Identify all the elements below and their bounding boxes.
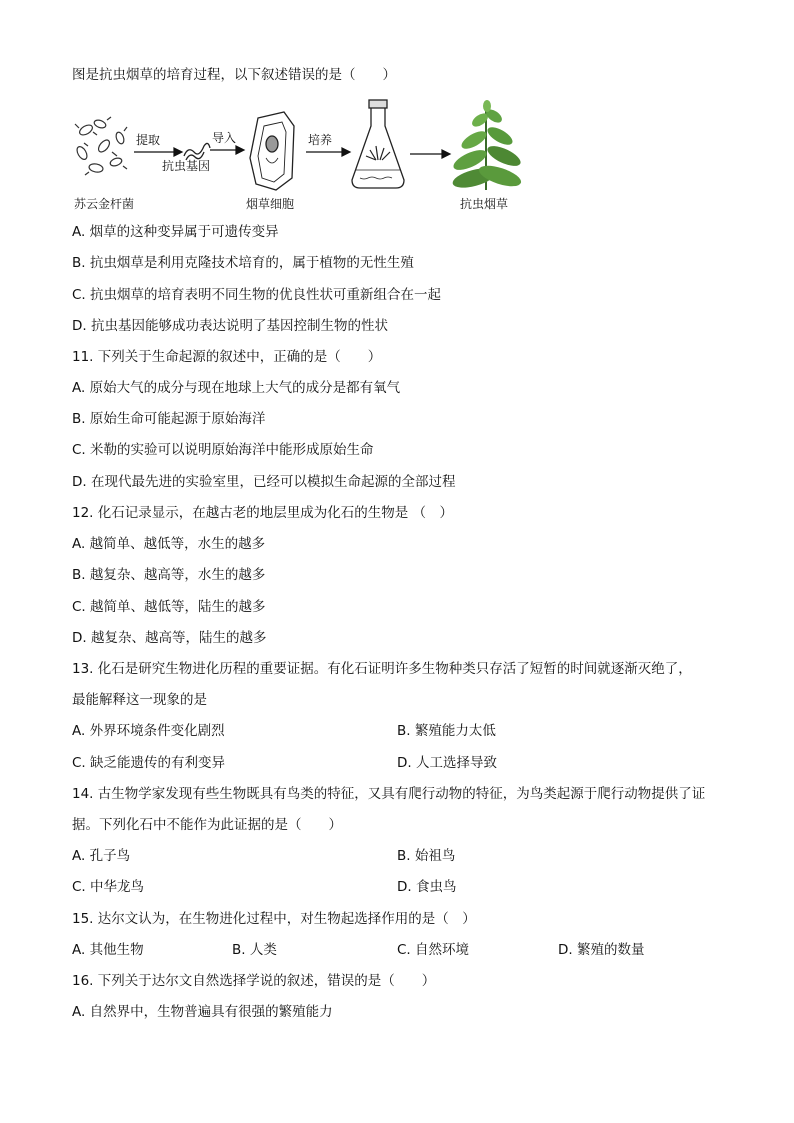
q13-stem-line1: 13. 化石是研究生物进化历程的重要证据。有化石证明许多生物种类只存活了短暂的时间就逐渐灭绝了， <box>72 661 692 677</box>
arrow-extract-icon <box>134 148 182 156</box>
q12-stem: 12. 化石记录显示，在越古老的地层里成为化石的生物是 （ ） <box>72 505 454 521</box>
q10-option-a[interactable]: A. 烟草的这种变异属于可遗传变异 <box>72 224 279 240</box>
q10-option-c[interactable]: C. 抗虫烟草的培育表明不同生物的优良性状可重新组合在一起 <box>72 287 442 303</box>
arrow-grow-icon <box>410 150 450 158</box>
q12-option-a[interactable]: A. 越简单、越低等，水生的越多 <box>72 536 266 552</box>
extract-label: 提取 <box>136 133 161 147</box>
arrow-culture-icon <box>306 148 350 156</box>
culture-flask-illustration <box>352 100 404 188</box>
q11-option-b[interactable]: B. 原始生命可能起源于原始海洋 <box>72 411 266 427</box>
q14-option-d[interactable]: D. 食虫鸟 <box>397 879 457 895</box>
q16-stem: 16. 下列关于达尔文自然选择学说的叙述，错误的是（ ） <box>72 973 436 989</box>
q12-option-b[interactable]: B. 越复杂、越高等，水生的越多 <box>72 567 266 583</box>
q10-option-b[interactable]: B. 抗虫烟草是利用克隆技术培育的，属于植物的无性生殖 <box>72 255 414 271</box>
q14-stem-line2: 据。下列化石中不能作为此证据的是（ ） <box>72 817 342 833</box>
q15-option-a[interactable]: A. 其他生物 <box>72 942 144 958</box>
culture-label: 培养 <box>308 133 333 147</box>
q15-option-b[interactable]: B. 人类 <box>232 942 277 958</box>
q12-option-d[interactable]: D. 越复杂、越高等，陆生的越多 <box>72 630 267 646</box>
q11-option-a[interactable]: A. 原始大气的成分与现在地球上大气的成分是都有氧气 <box>72 380 401 396</box>
tobacco-breeding-diagram <box>70 98 530 218</box>
q12-option-c[interactable]: C. 越简单、越低等，陆生的越多 <box>72 599 266 615</box>
q16-option-a[interactable]: A. 自然界中，生物普遍具有很强的繁殖能力 <box>72 1004 333 1020</box>
q15-stem: 15. 达尔文认为，在生物进化过程中，对生物起选择作用的是（ ） <box>72 911 476 927</box>
q13-option-a[interactable]: A. 外界环境条件变化剧烈 <box>72 723 225 739</box>
import-label: 导入 <box>212 131 237 145</box>
gene-fragment-icon <box>184 143 210 160</box>
q10-option-d[interactable]: D. 抗虫基因能够成功表达说明了基因控制生物的性状 <box>72 318 388 334</box>
q14-option-c[interactable]: C. 中华龙鸟 <box>72 879 145 895</box>
q11-option-d[interactable]: D. 在现代最先进的实验室里，已经可以模拟生命起源的全部过程 <box>72 474 456 490</box>
q13-option-c[interactable]: C. 缺乏能遗传的有利变异 <box>72 755 226 771</box>
q14-option-b[interactable]: B. 始祖鸟 <box>397 848 456 864</box>
q13-stem-line2: 最能解释这一现象的是 <box>72 692 207 708</box>
q13-option-d[interactable]: D. 人工选择导致 <box>397 755 497 771</box>
tobacco-plant-illustration <box>451 100 524 191</box>
q15-option-c[interactable]: C. 自然环境 <box>397 942 470 958</box>
arrow-import-icon <box>210 146 244 154</box>
tobacco-cell-illustration <box>250 112 294 190</box>
plant-label: 抗虫烟草 <box>460 197 509 211</box>
q11-option-c[interactable]: C. 米勒的实验可以说明原始海洋中能形成原始生命 <box>72 442 374 458</box>
q10-stem: 图是抗虫烟草的培育过程，以下叙述错误的是（ ） <box>72 67 396 83</box>
gene-label: 抗虫基因 <box>162 159 211 173</box>
q11-stem: 11. 下列关于生命起源的叙述中，正确的是（ ） <box>72 349 382 365</box>
cell-label: 烟草细胞 <box>246 197 295 211</box>
bacteria-label: 苏云金杆菌 <box>74 197 135 211</box>
q13-option-b[interactable]: B. 繁殖能力太低 <box>397 723 496 739</box>
q14-option-a[interactable]: A. 孔子鸟 <box>72 848 131 864</box>
q14-stem-line1: 14. 古生物学家发现有些生物既具有鸟类的特征，又具有爬行动物的特征，为鸟类起源于爬行动物提供了证 <box>72 786 706 802</box>
q15-option-d[interactable]: D. 繁殖的数量 <box>558 942 645 958</box>
bacteria-illustration <box>75 117 127 175</box>
